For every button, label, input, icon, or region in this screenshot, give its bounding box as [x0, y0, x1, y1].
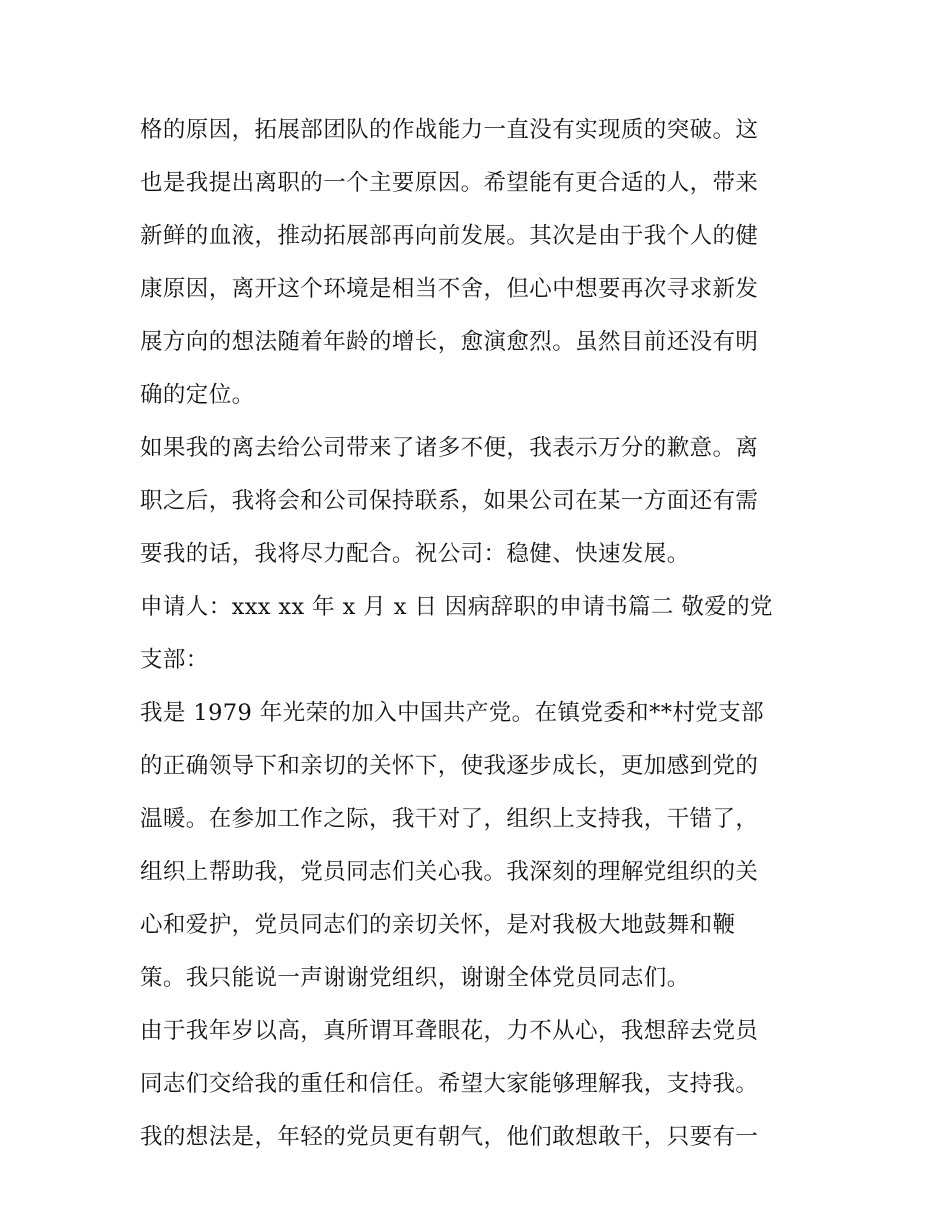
text-line: 职之后，我将会和公司保持联系，如果公司在某一方面还有需: [140, 488, 759, 514]
document-body: [140, 104, 812, 1164]
text-line: 支部：: [140, 647, 209, 673]
text-line: 温暖。在参加工作之际，我干对了，组织上支持我，干错了，: [140, 806, 759, 832]
text-line: 新鲜的血液，推动拓展部再向前发展。其次是由于我个人的健: [140, 223, 759, 249]
text-line: 同志们交给我的重任和信任。希望大家能够理解我，支持我。: [140, 1071, 759, 1097]
text-line: 也是我提出离职的一个主要原因。希望能有更合适的人，带来: [140, 170, 759, 196]
text-line: 申请人：xxx xx 年 x 月 x 日 因病辞职的申请书篇二 敬爱的党: [140, 594, 773, 620]
text-line: 我是 1979 年光荣的加入中国共产党。在镇党委和**村党支部: [140, 700, 764, 726]
text-line: 心和爱护，党员同志们的亲切关怀，是对我极大地鼓舞和鞭: [140, 912, 736, 938]
text-line: 展方向的想法随着年龄的增长，愈演愈烈。虽然目前还没有明: [140, 329, 759, 355]
text-line: 确的定位。: [140, 382, 255, 408]
text-line: 要我的话，我将尽力配合。祝公司：稳健、快速发展。: [140, 541, 690, 567]
text-line: 格的原因，拓展部团队的作战能力一直没有实现质的突破。这: [140, 117, 759, 143]
text-line: 策。我只能说一声谢谢党组织，谢谢全体党员同志们。: [140, 965, 690, 991]
text-line: 由于我年岁以高，真所谓耳聋眼花，力不从心，我想辞去党员: [140, 1018, 759, 1044]
text-line: 康原因，离开这个环境是相当不舍，但心中想要再次寻求新发: [140, 276, 759, 302]
text-line: 我的想法是，年轻的党员更有朝气，他们敢想敢干，只要有一: [140, 1124, 759, 1150]
text-line: 如果我的离去给公司带来了诸多不便，我表示万分的歉意。离: [140, 435, 759, 461]
text-line: 的正确领导下和亲切的关怀下，使我逐步成长，更加感到党的: [140, 753, 759, 779]
text-line: 组织上帮助我，党员同志们关心我。我深刻的理解党组织的关: [140, 859, 759, 885]
